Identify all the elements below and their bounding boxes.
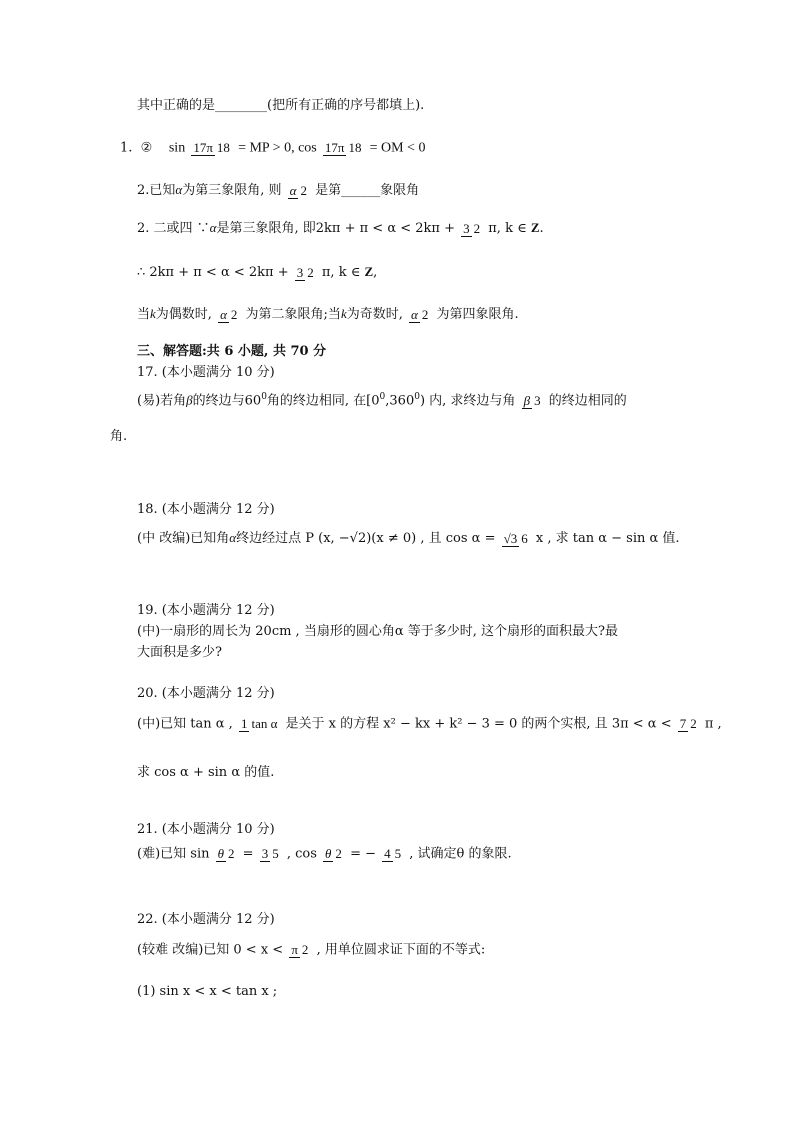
fraction: α 2 xyxy=(289,182,307,198)
fraction: 4 5 xyxy=(384,846,402,861)
question-21-body: (难)已知 sin θ 2 = 3 5 , cos θ 2 = − 4 5 , 试确定θ 的象限. xyxy=(137,846,512,862)
question-20-body: (中)已知 tan α , 1 tan α 是关于 x 的方程 x² − kx + k² − 3 = 0 的两个实根, 且 3π < α < 7 2 π , xyxy=(137,716,722,732)
question-20-header: 20. (本小题满分 12 分) xyxy=(137,686,275,701)
answer-1: 1. ② sin 17π 18 = MP > 0, cos 17π 18 = OM < 0 xyxy=(120,140,426,156)
fraction: θ 2 xyxy=(217,846,235,861)
question-22-body: (较难 改编)已知 0 < x < π 2 , 用单位圆求证下面的不等式: xyxy=(137,942,486,958)
question-19-header: 19. (本小题满分 12 分) xyxy=(137,603,275,618)
fraction: β 3 xyxy=(523,392,541,408)
cases-line: 当k为偶数时, α 2 为第二象限角;当k为奇数时, α 2 为第四象限角. xyxy=(137,306,519,322)
fraction: 3 2 xyxy=(296,264,314,280)
fraction: α 2 xyxy=(220,306,238,322)
question-17-body: (易)若角β的终边与$60^0$角的终边相同, 在$[0^0,360^0)$ 内, 求终边与角 β 3 的终边相同的 xyxy=(137,392,627,409)
question-19-line1: (中)一扇形的周长为 20cm , 当扇形的圆心角α 等于多少时, 这个扇形的面积最大?最 xyxy=(137,624,618,639)
question-20-line2: 求 cos α + sin α 的值. xyxy=(137,765,275,780)
answer-2: 2. 二或四 ∵α是第三象限角, 即2kπ + π < α < 2kπ + 3 2 π, k ∈ Z. xyxy=(137,220,544,236)
fraction: π 2 xyxy=(291,942,309,957)
fraction: θ 2 xyxy=(325,846,342,861)
fraction: 7 2 xyxy=(679,716,697,731)
question-21-header: 21. (本小题满分 10 分) xyxy=(137,822,275,837)
fill-in-prompt: 其中正确的是________(把所有正确的序号都填上). xyxy=(137,98,425,113)
fraction: 3 5 xyxy=(261,846,279,861)
question-17-wrap: 角. xyxy=(110,429,128,444)
question-18-header: 18. (本小题满分 12 分) xyxy=(137,502,275,517)
fraction: √3 6 xyxy=(503,530,528,546)
fraction: 17π 18 xyxy=(324,140,362,155)
therefore-line: ∴ 2kπ + π < α < 2kπ + 3 2 π, k ∈ Z, xyxy=(137,264,378,280)
question-19-line2: 大面积是多少? xyxy=(137,645,222,660)
fraction: 3 2 xyxy=(463,220,481,236)
section-heading: 三、解答题:共 6 小题, 共 70 分 xyxy=(137,344,327,359)
fraction: 1 tan α xyxy=(240,716,278,731)
question-17-header: 17. (本小题满分 10 分) xyxy=(137,365,275,380)
question-22-part1: (1) sin x < x < tan x ; xyxy=(137,984,278,999)
question-2: 2.已知α为第三象限角, 则 α 2 是第______象限角 xyxy=(137,182,420,198)
fraction: 17π 18 xyxy=(193,140,230,155)
fraction: α 2 xyxy=(411,306,429,322)
question-18-body: (中 改编)已知角α终边经过点 P (x, −√2)(x ≠ 0) , 且 cos α = √3 6 x , 求 tan α − sin α 值. xyxy=(137,530,680,546)
question-22-header: 22. (本小题满分 12 分) xyxy=(137,912,275,927)
